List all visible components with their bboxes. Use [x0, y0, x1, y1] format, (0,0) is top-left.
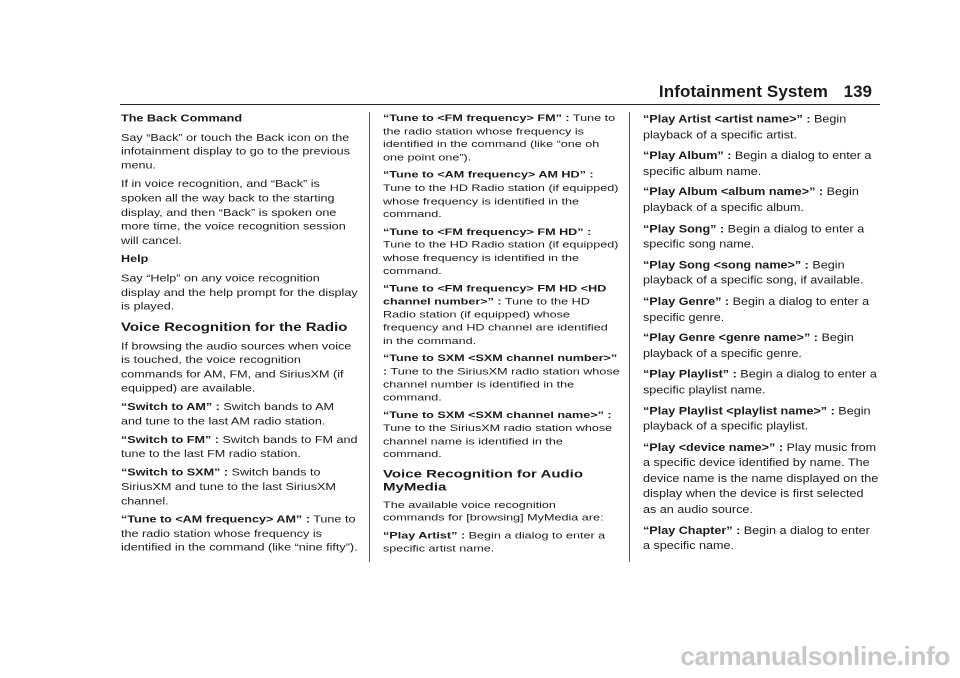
- command-label: “Tune to SXM <SXM channel number>” :: [383, 353, 618, 377]
- command-label: “Play Album <album name>” :: [643, 185, 824, 199]
- command-label: “Switch to SXM” :: [121, 467, 229, 479]
- command-label: “Switch to AM” :: [121, 401, 220, 413]
- command-desc: Tune to the SiriusXM radio station whose channel name is identified in the command.: [383, 423, 613, 460]
- command-desc: Play music from a specific device identified by name. The device name is the name displayed on the display when the device is first selected as an audio source.: [643, 440, 879, 516]
- command-label: “Play Album” :: [643, 149, 732, 162]
- mymedia-section-heading: Voice Recognition for Audio MyMedia: [383, 467, 583, 494]
- command-label: “Play Song” :: [643, 222, 725, 235]
- command-desc: Switch bands to FM and tune to the last FM radio station.: [121, 434, 358, 460]
- radio-section-heading: Voice Recognition for the Radio: [121, 320, 348, 334]
- command-desc: Tune to the HD Radio station (if equipped) whose frequency and HD channel are identified in the command.: [383, 296, 608, 346]
- command-desc: Tune to the HD Radio station (if equipped) whose frequency is identified in the command.: [383, 182, 619, 220]
- command-desc: Tune to the HD Radio station (if equipped) whose frequency is identified in the command.: [383, 239, 619, 277]
- command-desc: Begin a dialog to enter a specific album name.: [643, 149, 872, 178]
- command-item: [643, 367, 880, 398]
- command-item: [643, 440, 880, 518]
- command-desc: Begin a dialog to enter a specific name.: [643, 524, 870, 553]
- command-desc: Begin a dialog to enter a specific playlist name.: [643, 368, 877, 397]
- command-item: [383, 529, 620, 555]
- paragraph: Say “Back” or touch the Back icon on the infotainment display to go to the previous menu.: [121, 131, 350, 171]
- watermark: carmanualsonline.info: [680, 641, 950, 671]
- command-label: “Play Artist <artist name>” :: [643, 112, 811, 126]
- command-desc: Begin playback of a specific playlist.: [643, 404, 871, 433]
- column-1: [121, 112, 358, 560]
- command-item: [643, 258, 880, 289]
- command-item: [383, 352, 620, 404]
- command-desc: Begin playback of a specific artist.: [643, 112, 847, 141]
- command-desc: Begin playback of a specific genre.: [643, 331, 854, 360]
- section-title: Infotainment System: [658, 82, 828, 101]
- command-label: “Switch to FM” :: [121, 434, 219, 446]
- command-desc: Begin playback of a specific album.: [643, 185, 859, 214]
- command-item: [643, 185, 880, 216]
- command-desc: Tune to the radio station whose frequency is identified in the command (like “one oh one point one”).: [383, 112, 616, 163]
- command-item: [383, 112, 620, 164]
- command-label: “Play Song <song name>” :: [643, 258, 809, 272]
- command-item: [643, 221, 880, 252]
- command-item: [383, 226, 620, 278]
- command-desc: Begin a dialog to enter a specific genre.: [643, 295, 870, 324]
- command-label: “Play Playlist” :: [643, 368, 737, 381]
- command-label: “Play Genre” :: [643, 295, 730, 308]
- command-label: “Tune to <AM frequency> AM” :: [121, 514, 310, 526]
- command-item: [643, 404, 880, 435]
- command-desc: Begin playback of a specific song, if available.: [643, 258, 864, 287]
- page-number: 139: [843, 82, 872, 101]
- paragraph: The available voice recognition commands for [browsing] MyMedia are:: [383, 499, 604, 524]
- command-item: [121, 466, 358, 508]
- paragraph: If browsing the audio sources when voice is touched, the voice recognition commands for AM, FM, and SiriusXM (if equipped) are available.: [121, 340, 352, 394]
- command-item: [383, 282, 620, 347]
- command-label: “Tune to <FM frequency> FM” :: [383, 112, 570, 124]
- command-label: “Tune to SXM <SXM channel name>” :: [383, 409, 612, 421]
- command-label: “Tune to <AM frequency> AM HD” :: [383, 169, 594, 180]
- command-desc: Begin a dialog to enter a specific song name.: [643, 222, 865, 251]
- command-item: [643, 331, 880, 362]
- paragraph: If in voice recognition, and “Back” is spoken all the way back to the starting display, and then “Back” is spoken one more time, the voice recognition session will cancel.: [121, 178, 346, 247]
- command-item: [643, 523, 880, 554]
- column-3: [643, 112, 880, 560]
- command-item: [643, 148, 880, 179]
- command-desc: Switch bands to SiriusXM and tune to the last SiriusXM channel.: [121, 467, 336, 507]
- command-label: “Play <device name>” :: [643, 440, 784, 454]
- command-item: [121, 433, 358, 461]
- command-desc: Tune to the SiriusXM radio station whose channel number is identified in the command.: [383, 366, 620, 403]
- command-item: [383, 409, 620, 461]
- command-label: “Play Playlist <playlist name>” :: [643, 404, 835, 417]
- command-item: [643, 112, 880, 143]
- command-desc: Switch bands to AM and tune to the last AM radio station.: [121, 401, 334, 427]
- command-label: “Tune to <FM frequency> FM HD <HD channel number>” :: [383, 283, 607, 307]
- column-2: [383, 112, 620, 560]
- command-label: “Play Chapter” :: [643, 524, 741, 537]
- page-header: [0, 0, 960, 105]
- command-label: “Tune to <FM frequency> FM HD” :: [383, 226, 592, 237]
- command-label: “Play Artist” :: [383, 530, 466, 541]
- command-label: “Play Genre <genre name>” :: [643, 331, 818, 344]
- paragraph: Say “Help” on any voice recognition display and the help prompt for the display is played.: [121, 272, 358, 312]
- command-item: [121, 513, 358, 555]
- column-divider: [629, 112, 630, 562]
- help-heading: Help: [121, 253, 149, 265]
- header-rule: [120, 104, 880, 105]
- command-item: [643, 294, 880, 325]
- column-divider: [369, 112, 370, 562]
- command-item: [383, 169, 620, 221]
- command-item: [121, 401, 358, 429]
- back-command-heading: The Back Command: [121, 112, 243, 124]
- command-desc: Tune to the radio station whose frequency is identified in the command (like “nine fifty”).: [121, 514, 358, 554]
- command-desc: Begin a dialog to enter a specific artist name.: [383, 530, 606, 554]
